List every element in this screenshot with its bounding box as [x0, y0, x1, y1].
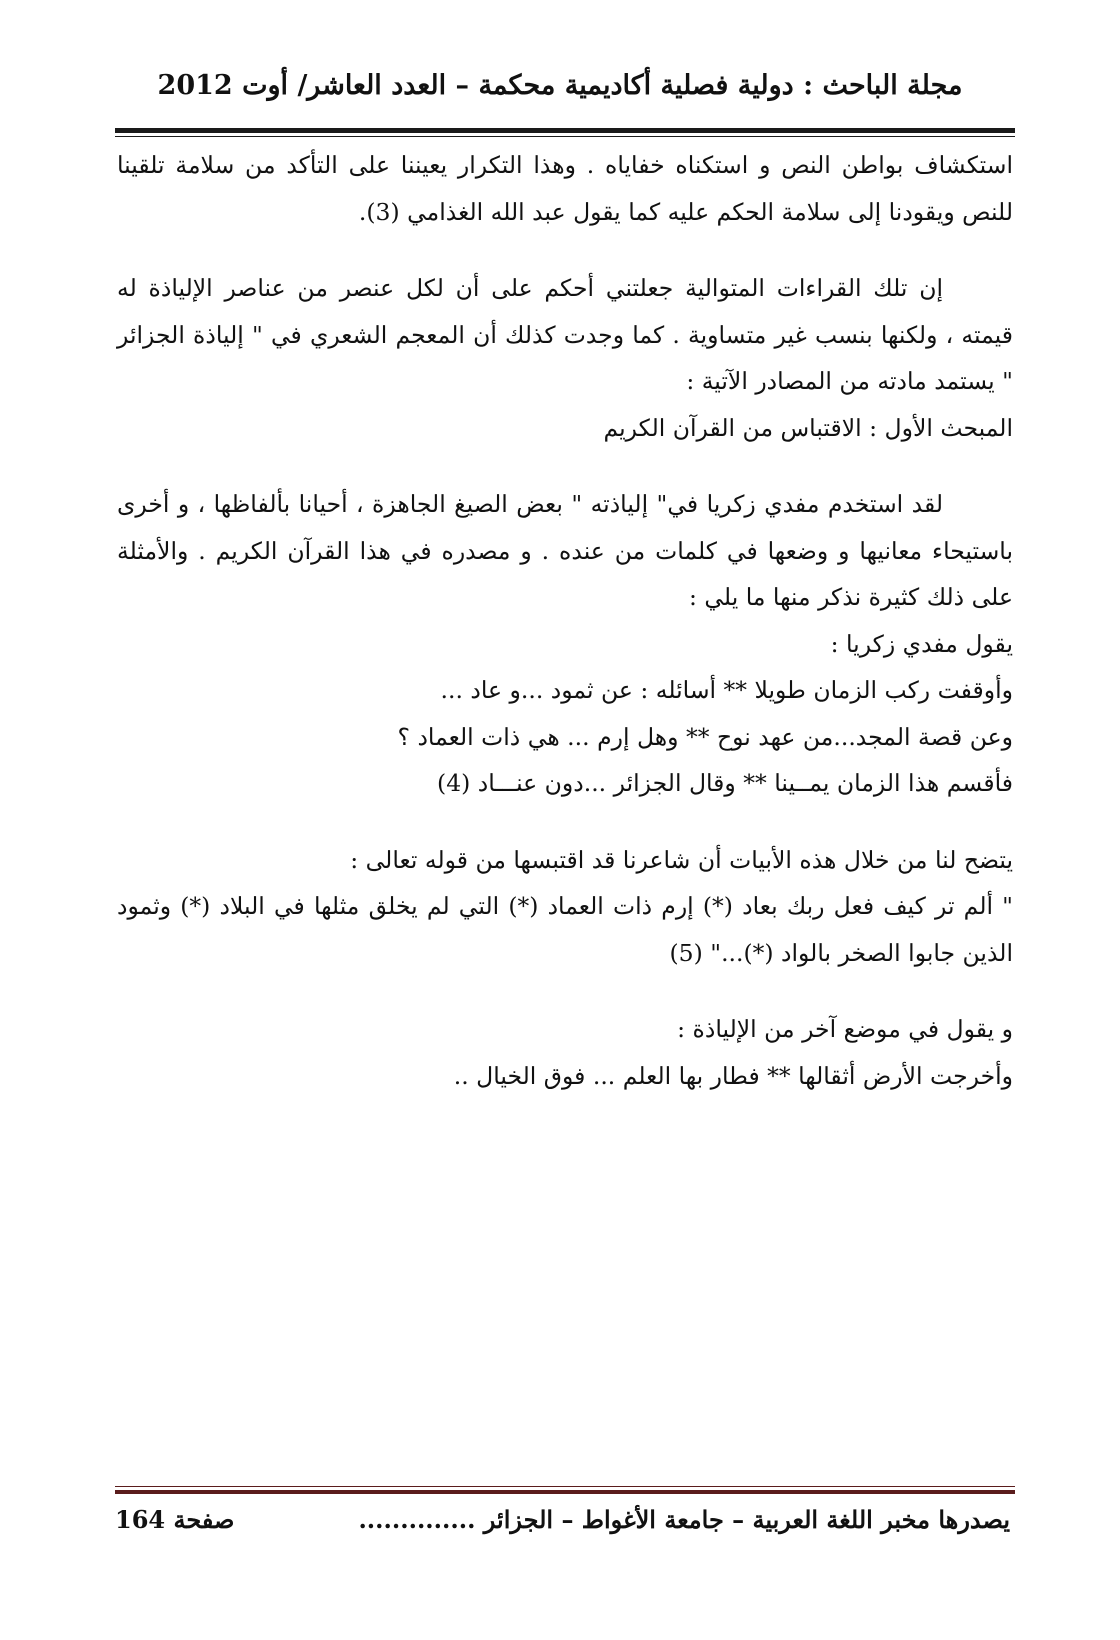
footer-divider [115, 1486, 1015, 1494]
page-number: صفحة 164 [115, 1505, 235, 1534]
verse-line-4: وأخرجت الأرض أثقالها ** فطار بها العلم ... فوق الخيال .. [453, 1061, 1013, 1090]
journal-header: مجلة الباحث : دولية فصلية أكاديمية محكمة – العدد العاشر/ أوت 2012 [157, 70, 963, 101]
verse-line-1: وأوقفت ركب الزمان طويلا ** أسائله : عن ثمود ...و عاد ... [440, 676, 1013, 704]
paragraph-4: يتضح لنا من خلال هذه الأبيات أن شاعرنا قد اقتبسها من قوله تعالى : [350, 845, 1013, 874]
verse-intro-1: يقول مفدي زكريا : [830, 629, 1013, 658]
paragraph-3: لقد استخدم مفدي زكريا في" إلياذته " بعض الصيغ الجاهزة ، أحيانا بألفاظها ، و أخرى باستيحاء معانيها و وضعها في كلمات من عنده . و مصدره في هذا القرآن الكريم . والأمثلة على ذلك كثيرة نذكر منها ما يلي : [117, 490, 1013, 611]
page-body [117, 142, 1013, 1099]
verse-line-3: فأقسم هذا الزمان يمــينا ** وقال الجزائر ...دون عنـــاد (4) [437, 769, 1013, 797]
verse-line-2: وعن قصة المجد...من عهد نوح ** وهل إرم ... هي ذات العماد ؟ [397, 722, 1013, 751]
publisher-line: يصدرها مخبر اللغة العربية – جامعة الأغواط – الجزائر .............. [358, 1505, 1010, 1534]
verse-intro-2: و يقول في موضع آخر من الإلياذة : [677, 1015, 1013, 1043]
section-heading: المبحث الأول : الاقتباس من القرآن الكريم [603, 413, 1013, 442]
paragraph-2: إن تلك القراءات المتوالية جعلتني أحكم على أن لكل عنصر من عناصر الإلياذة له قيمته ، ولكنها بنسب غير متساوية . كما وجدت كذلك أن المعجم الشعري في " إلياذة الجزائر " يستمد مادته من المصادر الآتية : [117, 274, 1013, 395]
quran-quote: " ألم تر كيف فعل ربك بعاد (*) إرم ذات العماد (*) التي لم يخلق مثلها في البلاد (*) وثمود الذين جابوا الصخر بالواد (*)..." (5) [117, 892, 1013, 967]
paragraph-1: استكشاف بواطن النص و استكناه خفاياه . وهذا التكرار يعيننا على التأكد من سلامة تلقينا للنص ويقودنا إلى سلامة الحكم عليه كما يقول عبد الله الغذامي (3). [117, 151, 1013, 226]
header-divider [115, 128, 1015, 137]
